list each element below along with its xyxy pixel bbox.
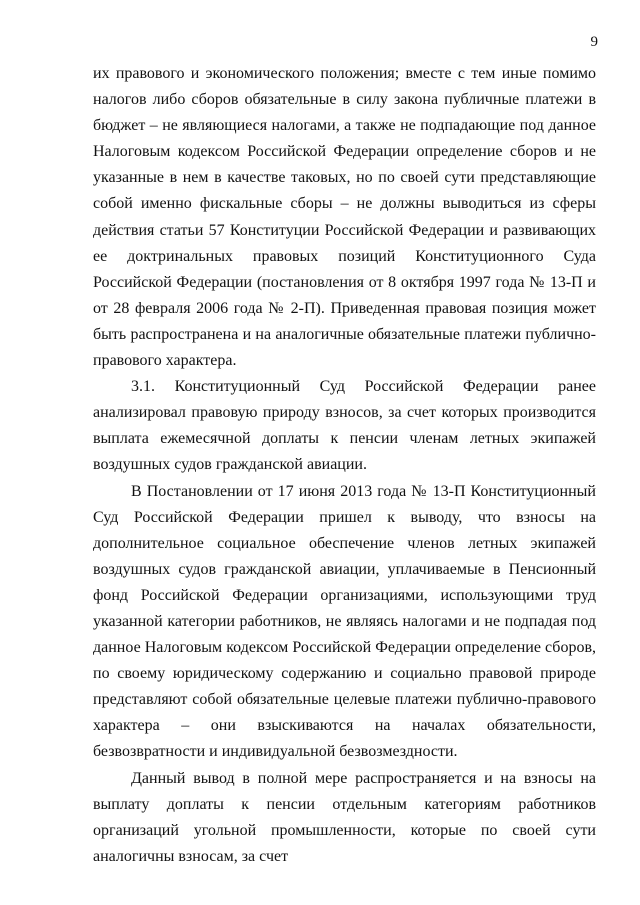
paragraph-ruling-2013: В Постановлении от 17 июня 2013 года № 13-П Конституционный Суд Российской Федерации пришел к выводу, что взносы на дополнительное социальное обеспечение членов летных экипажей воздушных судов гражданской авиации, уплачиваемые в Пенсионный фонд Российской Федерации организациями, использующими труд указанной категории работников, не являясь налогами и не подпадая под данное Налоговым кодексом Российской Федерации определение сборов, по своему юридическому содержанию и социально правовой природе представляют собой обязательные целевые платежи публично-правового характера – они взыскиваются на началах обязательности, безвозвратности и индивидуальной безвозмездности. — [93, 482, 596, 761]
paragraph-section-3-1: 3.1. Конституционный Суд Российской Федерации ранее анализировал правовую природу взносов, за счет которых производится выплата ежемесячной доплаты к пенсии членам летных экипажей воздушных судов гражданской авиации. — [93, 378, 596, 474]
page-number: 9 — [590, 34, 598, 50]
paragraph-conclusion: Данный вывод в полной мере распространяется и на взносы на выплату доплаты к пенсии отдельным категориям работников организаций угольной промышленности, которые по своей сути аналогичны взносам, за счет — [93, 769, 596, 865]
body-text — [93, 61, 596, 870]
paragraph-continuation: их правового и экономического положения; вместе с тем иные помимо налогов либо сборов обязательные в силу закона публичные платежи в бюджет – не являющиеся налогами, а также не подпадающие под данное Налоговым кодексом Российской Федерации определение сборов и не указанные в нем в качестве таковых, но по своей сути представляющие собой именно фискальные сборы – не должны выводиться из сферы действия статьи 57 Конституции Российской Федерации и развивающих ее доктринальных правовых позиций Конституционного Суда Российской Федерации (постановления от 8 октября 1997 года № 13-П и от 28 февраля 2006 года № 2-П). Приведенная правовая позиция может быть распространена и на аналогичные обязательные платежи публично-правового характера. — [93, 65, 596, 370]
